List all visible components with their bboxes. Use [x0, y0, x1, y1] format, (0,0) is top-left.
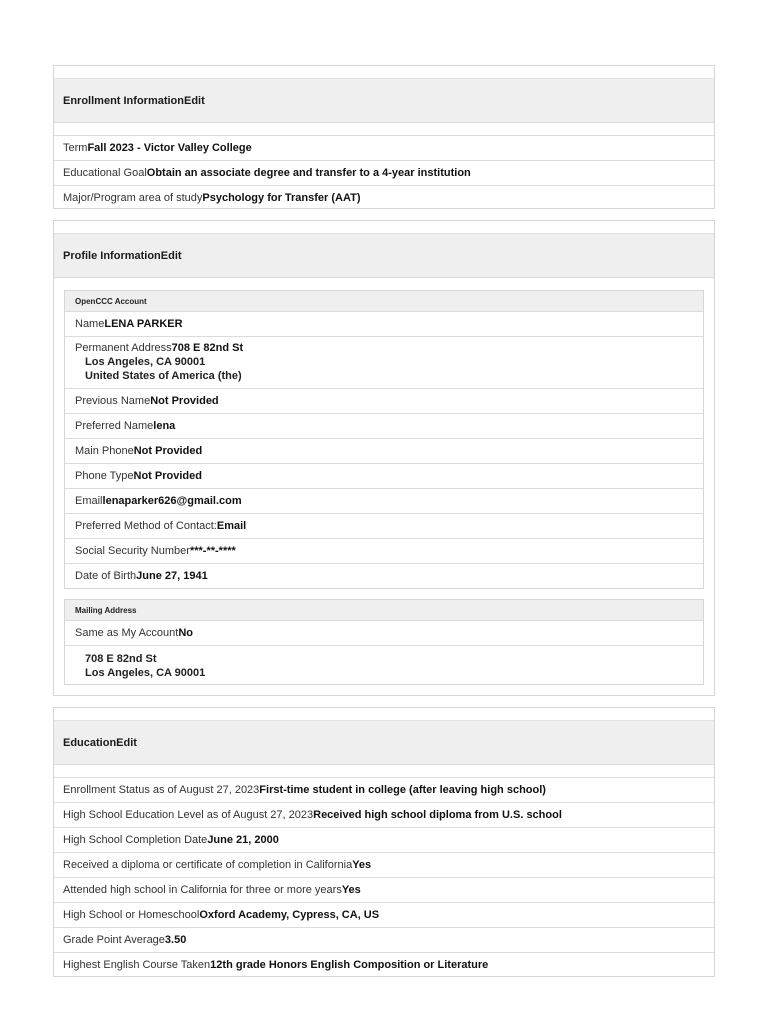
- account-section-title: OpenCCC Account: [65, 291, 703, 312]
- row-label: Educational Goal: [63, 167, 147, 179]
- row-value: Not Provided: [133, 470, 202, 482]
- row-label: Term: [63, 142, 88, 154]
- row-value: Obtain an associate degree and transfer to a 4-year institution: [146, 167, 471, 179]
- row-value: 12th grade Honors English Composition or Literature: [210, 959, 489, 971]
- row-value: lena: [153, 420, 176, 432]
- address-line-3: United States of America (the): [85, 370, 242, 382]
- mailing-address-line-1: 708 E 82nd St: [85, 653, 157, 665]
- account-row-phone-type: [65, 463, 703, 488]
- row-label: Previous Name: [75, 395, 151, 407]
- row-value: Email: [216, 520, 247, 532]
- education-row-enrollment-status: [54, 777, 714, 802]
- row-label: Grade Point Average: [63, 934, 165, 946]
- row-value: June 27, 1941: [136, 570, 208, 582]
- row-value: Not Provided: [150, 395, 219, 407]
- account-row-date-of-birth: [65, 563, 703, 588]
- profile-title: Profile Information: [63, 249, 161, 262]
- profile-edit-link[interactable]: Edit: [160, 249, 182, 262]
- education-edit-link[interactable]: Edit: [116, 736, 137, 749]
- row-value: Not Provided: [133, 445, 203, 457]
- education-row-gpa: [54, 927, 714, 952]
- row-label: Highest English Course Taken: [63, 959, 211, 971]
- education-header: [54, 720, 714, 765]
- row-label: Phone Type: [75, 470, 134, 482]
- account-row-permanent-address: [65, 336, 703, 388]
- enrollment-row-term: [54, 135, 714, 160]
- enrollment-header: [54, 78, 714, 123]
- education-row-diploma-ca: [54, 852, 714, 877]
- row-label: Email: [75, 495, 103, 507]
- account-section: [64, 290, 704, 589]
- mailing-section-title: Mailing Address: [65, 600, 703, 621]
- enrollment-title: Enrollment Information: [63, 94, 184, 107]
- education-title: Education: [63, 736, 117, 749]
- education-panel: [53, 707, 715, 977]
- profile-panel: [53, 220, 715, 696]
- row-value: ***-**-****: [189, 545, 236, 557]
- row-label: High School or Homeschool: [63, 909, 200, 921]
- row-value: Psychology for Transfer (AAT): [202, 192, 361, 204]
- row-value: lenaparker626@gmail.com: [102, 495, 242, 507]
- row-label: Date of Birth: [75, 570, 137, 582]
- row-value: First-time student in college (after leaving high school): [259, 784, 546, 796]
- row-label: Major/Program area of study: [63, 192, 203, 204]
- row-label: Name: [75, 318, 105, 330]
- account-row-email: [65, 488, 703, 513]
- row-value: June 21, 2000: [207, 834, 279, 846]
- row-label: High School Education Level as of August 27, 2023: [63, 809, 314, 821]
- row-label: Main Phone: [75, 445, 134, 457]
- row-value: LENA PARKER: [104, 318, 183, 330]
- row-label: Preferred Method of Contact:: [75, 520, 217, 532]
- row-value: Yes: [352, 859, 372, 871]
- row-value: No: [178, 627, 193, 639]
- enrollment-panel: [53, 65, 715, 209]
- row-label: Permanent Address: [75, 342, 172, 354]
- row-label: Preferred Name: [75, 420, 154, 432]
- enrollment-row-goal: [54, 160, 714, 185]
- row-label: Received a diploma or certificate of completion in California: [63, 859, 353, 871]
- mailing-row-same: [65, 621, 703, 645]
- enrollment-edit-link[interactable]: Edit: [184, 94, 205, 107]
- mailing-section: [64, 599, 704, 685]
- education-row-english-course: [54, 952, 714, 977]
- account-row-ssn: [65, 538, 703, 563]
- account-row-main-phone: [65, 438, 703, 463]
- education-row-high-school: [54, 902, 714, 927]
- education-row-hs-level: [54, 802, 714, 827]
- row-label: Social Security Number: [75, 545, 190, 557]
- row-value: Fall 2023 - Victor Valley College: [87, 142, 252, 154]
- account-row-name: [65, 312, 703, 336]
- mailing-row-address: [65, 645, 703, 684]
- profile-header: [54, 233, 714, 278]
- row-value: 3.50: [164, 934, 187, 946]
- education-row-hs-completion: [54, 827, 714, 852]
- row-value: Oxford Academy, Cypress, CA, US: [199, 909, 380, 921]
- row-label: High School Completion Date: [63, 834, 208, 846]
- row-label: Attended high school in California for three or more years: [63, 884, 342, 896]
- enrollment-row-major: [54, 185, 714, 210]
- row-label: Enrollment Status as of August 27, 2023: [63, 784, 260, 796]
- row-label: Same as My Account: [75, 627, 179, 639]
- account-row-preferred-name: [65, 413, 703, 438]
- mailing-address-line-2: Los Angeles, CA 90001: [85, 667, 206, 679]
- row-value: Received high school diploma from U.S. school: [313, 809, 562, 821]
- account-row-contact-method: [65, 513, 703, 538]
- row-value: Yes: [341, 884, 361, 896]
- account-row-previous-name: [65, 388, 703, 413]
- address-line-1: 708 E 82nd St: [171, 342, 244, 354]
- address-line-2: Los Angeles, CA 90001: [85, 356, 206, 368]
- education-row-attended-ca: [54, 877, 714, 902]
